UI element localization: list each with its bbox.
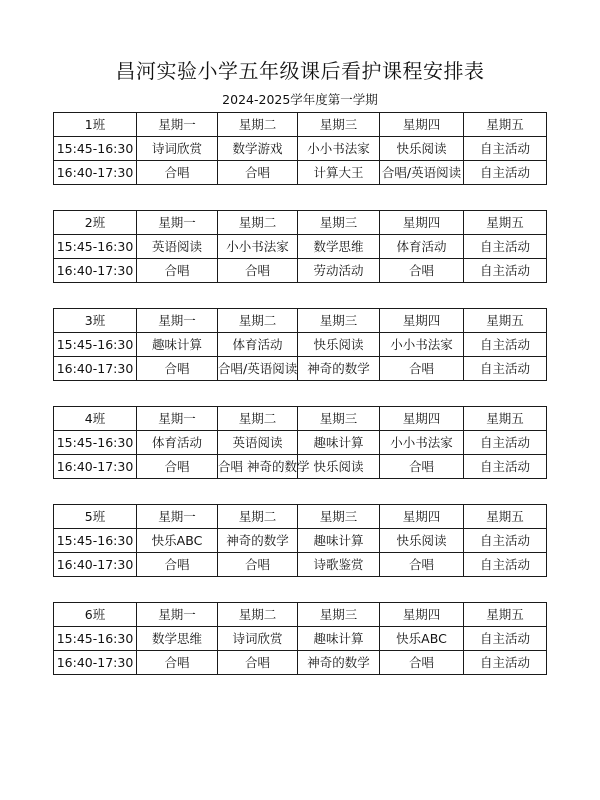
course-cell: 数学思维 [298, 235, 380, 259]
time-slot-cell: 16:40-17:30 [54, 651, 137, 675]
day-header-cell: 星期三 [298, 407, 380, 431]
day-header-cell: 星期二 [218, 407, 298, 431]
day-header-cell: 星期五 [464, 603, 547, 627]
course-cell: 自主活动 [464, 651, 547, 675]
course-cell: 合唱 [218, 259, 298, 283]
course-cell: 神奇的数学 [298, 357, 380, 381]
time-slot-cell: 15:45-16:30 [54, 627, 137, 651]
day-header-cell: 星期五 [464, 211, 547, 235]
table-row [54, 333, 547, 357]
class-schedule-table [53, 504, 547, 577]
table-row [54, 627, 547, 651]
day-header-cell: 星期四 [380, 603, 464, 627]
day-header-cell: 星期四 [380, 505, 464, 529]
time-slot-cell: 16:40-17:30 [54, 259, 137, 283]
document-title: 昌河实验小学五年级课后看护课程安排表 [115, 59, 485, 83]
course-cell: 合唱 [137, 553, 218, 577]
table-row [54, 259, 547, 283]
day-header-cell: 星期一 [137, 113, 218, 137]
day-header-cell: 星期五 [464, 505, 547, 529]
day-header-cell: 星期五 [464, 309, 547, 333]
course-cell: 体育活动 [137, 431, 218, 455]
course-cell: 自主活动 [464, 357, 547, 381]
course-cell: 数学思维 [137, 627, 218, 651]
table-row [54, 651, 547, 675]
class-schedule-table [53, 406, 547, 479]
course-cell: 趣味计算 [298, 529, 380, 553]
day-header-cell: 星期四 [380, 211, 464, 235]
class-schedule-table [53, 210, 547, 283]
table-row [54, 235, 547, 259]
course-cell: 自主活动 [464, 553, 547, 577]
class-name-cell: 4班 [54, 407, 137, 431]
course-cell: 合唱/英语阅读 [218, 357, 298, 381]
course-cell: 合唱 [380, 357, 464, 381]
day-header-cell: 星期一 [137, 505, 218, 529]
time-slot-cell: 15:45-16:30 [54, 137, 137, 161]
course-cell: 自主活动 [464, 455, 547, 479]
day-header-cell: 星期一 [137, 407, 218, 431]
course-cell: 自主活动 [464, 431, 547, 455]
table-header-row [54, 505, 547, 529]
day-header-cell: 星期四 [380, 113, 464, 137]
course-cell: 合唱 神奇的数学 [218, 455, 298, 479]
course-cell: 合唱 [218, 651, 298, 675]
course-cell: 趣味计算 [298, 431, 380, 455]
course-cell: 数学游戏 [218, 137, 298, 161]
day-header-cell: 星期三 [298, 603, 380, 627]
course-cell: 趣味计算 [298, 627, 380, 651]
time-slot-cell: 16:40-17:30 [54, 161, 137, 185]
table-row [54, 553, 547, 577]
course-cell: 快乐阅读 [380, 137, 464, 161]
course-cell: 诗歌鉴赏 [298, 553, 380, 577]
class-name-cell: 3班 [54, 309, 137, 333]
course-cell: 英语阅读 [218, 431, 298, 455]
day-header-cell: 星期二 [218, 603, 298, 627]
day-header-cell: 星期三 [298, 211, 380, 235]
time-slot-cell: 15:45-16:30 [54, 529, 137, 553]
course-cell: 合唱 [137, 357, 218, 381]
course-cell: 自主活动 [464, 333, 547, 357]
day-header-cell: 星期一 [137, 309, 218, 333]
schedule-tables [53, 112, 546, 700]
day-header-cell: 星期三 [298, 505, 380, 529]
table-row [54, 455, 547, 479]
document-subtitle: 2024-2025学年度第一学期 [222, 92, 378, 107]
day-header-cell: 星期三 [298, 113, 380, 137]
time-slot-cell: 16:40-17:30 [54, 455, 137, 479]
time-slot-cell: 15:45-16:30 [54, 333, 137, 357]
table-header-row [54, 211, 547, 235]
course-cell: 小小书法家 [380, 431, 464, 455]
day-header-cell: 星期四 [380, 407, 464, 431]
class-schedule-table [53, 308, 547, 381]
course-cell: 自主活动 [464, 235, 547, 259]
course-cell: 合唱 [218, 161, 298, 185]
course-cell: 合唱 [137, 259, 218, 283]
course-cell: 神奇的数学 [218, 529, 298, 553]
course-cell: 合唱/英语阅读 [380, 161, 464, 185]
class-schedule-table [53, 112, 547, 185]
course-cell: 体育活动 [218, 333, 298, 357]
table-header-row [54, 113, 547, 137]
day-header-cell: 星期二 [218, 309, 298, 333]
course-cell: 劳动活动 [298, 259, 380, 283]
day-header-cell: 星期二 [218, 113, 298, 137]
course-cell: 快乐阅读 [380, 529, 464, 553]
course-cell: 合唱 [380, 455, 464, 479]
day-header-cell: 星期一 [137, 211, 218, 235]
class-name-cell: 2班 [54, 211, 137, 235]
course-cell: 小小书法家 [380, 333, 464, 357]
course-cell: 小小书法家 [218, 235, 298, 259]
time-slot-cell: 15:45-16:30 [54, 235, 137, 259]
course-cell: 英语阅读 [137, 235, 218, 259]
course-cell: 合唱 [380, 651, 464, 675]
class-name-cell: 6班 [54, 603, 137, 627]
course-cell: 计算大王 [298, 161, 380, 185]
course-cell: 小小书法家 [298, 137, 380, 161]
table-header-row [54, 407, 547, 431]
course-cell: 自主活动 [464, 259, 547, 283]
course-cell: 快乐阅读 [298, 455, 380, 479]
course-cell: 合唱 [218, 553, 298, 577]
table-header-row [54, 309, 547, 333]
day-header-cell: 星期二 [218, 505, 298, 529]
course-cell: 合唱 [380, 259, 464, 283]
table-header-row [54, 603, 547, 627]
time-slot-cell: 16:40-17:30 [54, 553, 137, 577]
table-row [54, 529, 547, 553]
day-header-cell: 星期五 [464, 407, 547, 431]
table-row [54, 161, 547, 185]
course-cell: 快乐ABC [380, 627, 464, 651]
table-row [54, 137, 547, 161]
course-cell: 合唱 [137, 651, 218, 675]
course-cell: 诗词欣赏 [218, 627, 298, 651]
day-header-cell: 星期二 [218, 211, 298, 235]
course-cell: 自主活动 [464, 137, 547, 161]
table-row [54, 357, 547, 381]
course-cell: 趣味计算 [137, 333, 218, 357]
time-slot-cell: 15:45-16:30 [54, 431, 137, 455]
course-cell: 诗词欣赏 [137, 137, 218, 161]
course-cell: 自主活动 [464, 529, 547, 553]
course-cell: 自主活动 [464, 627, 547, 651]
course-cell: 体育活动 [380, 235, 464, 259]
time-slot-cell: 16:40-17:30 [54, 357, 137, 381]
course-cell: 神奇的数学 [298, 651, 380, 675]
class-name-cell: 1班 [54, 113, 137, 137]
class-schedule-table [53, 602, 547, 675]
day-header-cell: 星期一 [137, 603, 218, 627]
day-header-cell: 星期三 [298, 309, 380, 333]
course-cell: 快乐阅读 [298, 333, 380, 357]
course-cell: 合唱 [380, 553, 464, 577]
course-cell: 快乐ABC [137, 529, 218, 553]
day-header-cell: 星期四 [380, 309, 464, 333]
course-cell: 合唱 [137, 455, 218, 479]
table-row [54, 431, 547, 455]
class-name-cell: 5班 [54, 505, 137, 529]
course-cell: 自主活动 [464, 161, 547, 185]
day-header-cell: 星期五 [464, 113, 547, 137]
course-cell: 合唱 [137, 161, 218, 185]
